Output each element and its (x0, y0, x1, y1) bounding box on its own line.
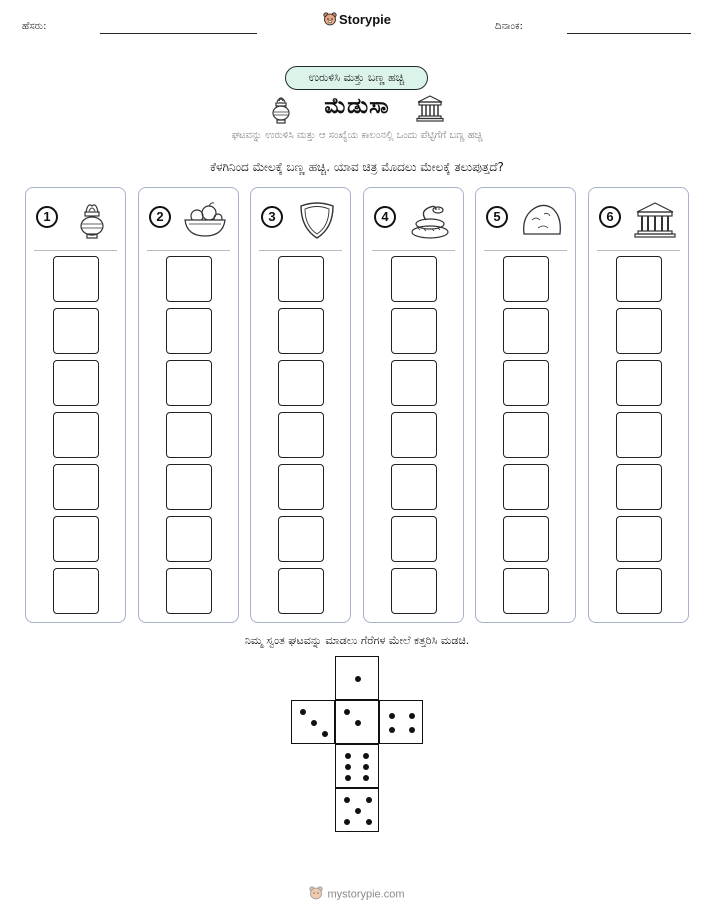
column-divider (147, 250, 230, 251)
dice-pip (322, 731, 328, 737)
fruit-bowl-icon (181, 200, 229, 240)
date-label: ದಿನಾಂಕ: (495, 21, 523, 32)
bear-logo-icon (309, 886, 323, 903)
dice-face-3 (291, 700, 335, 744)
dice-pip (409, 713, 415, 719)
column-number: 1 (36, 206, 58, 228)
color-box[interactable] (391, 256, 437, 302)
color-box[interactable] (166, 360, 212, 406)
dice-pip (366, 819, 372, 825)
brand-logo (0, 12, 714, 29)
color-box[interactable] (53, 464, 99, 510)
footer (0, 886, 714, 903)
color-box[interactable] (53, 568, 99, 614)
color-box[interactable] (166, 516, 212, 562)
color-box[interactable] (166, 412, 212, 458)
color-box[interactable] (503, 360, 549, 406)
color-box[interactable] (278, 516, 324, 562)
column-number: 3 (261, 206, 283, 228)
dice-pip (300, 709, 306, 715)
dice-face-1 (335, 656, 379, 700)
subtitle: ಘಟವನ್ನು ಉರುಳಿಸಿ ಮತ್ತು ಆ ಸಂಖ್ಯೆಯ ಕಾಲಂನಲ್ಲಿ ಒಂದು ಪೆಟ್ಟಿಗೆಗೆ ಬಣ್ಣ ಹಚ್ಚಿ (231, 130, 483, 141)
color-box[interactable] (503, 412, 549, 458)
color-box[interactable] (278, 308, 324, 354)
column-5 (475, 187, 576, 623)
shield-icon (293, 200, 341, 240)
question-text: ಕೆಳಗಿನಿಂದ ಮೇಲಕ್ಕೆ ಬಣ್ಣ ಹಚ್ಚಿ. ಯಾವ ಚಿತ್ರ ಮೊದಲು ಮೇಲಕ್ಕೆ ತಲುಪುತ್ತದೆ? (210, 160, 504, 174)
column-divider (597, 250, 680, 251)
color-box[interactable] (278, 412, 324, 458)
dice-pip (389, 713, 395, 719)
column-4 (363, 187, 464, 623)
color-box[interactable] (278, 256, 324, 302)
bear-logo-icon (323, 12, 337, 29)
dice-pip (345, 753, 351, 759)
column-number: 2 (149, 206, 171, 228)
color-box[interactable] (616, 464, 662, 510)
footer-url[interactable]: mystorypie.com (327, 888, 405, 901)
dice-pip (344, 709, 350, 715)
dice-pip (363, 775, 369, 781)
column-divider (259, 250, 342, 251)
column-6 (588, 187, 689, 623)
dice-face-4 (379, 700, 423, 744)
color-box[interactable] (616, 412, 662, 458)
column-divider (372, 250, 455, 251)
column-divider (34, 250, 117, 251)
dice-pip (344, 797, 350, 803)
dice-pip (344, 819, 350, 825)
dice-pip (366, 797, 372, 803)
name-label: ಹೆಸರು: (22, 21, 47, 32)
dice-pip (345, 764, 351, 770)
color-box[interactable] (166, 464, 212, 510)
column-3 (250, 187, 351, 623)
color-box[interactable] (616, 360, 662, 406)
dice-pip (355, 720, 361, 726)
color-box[interactable] (616, 256, 662, 302)
color-box[interactable] (616, 308, 662, 354)
dice-pip (311, 720, 317, 726)
temple-icon (416, 94, 444, 122)
dice-face-2 (335, 700, 379, 744)
column-number: 6 (599, 206, 621, 228)
column-number: 4 (374, 206, 396, 228)
color-box[interactable] (53, 516, 99, 562)
color-box[interactable] (278, 360, 324, 406)
dice-pip (363, 764, 369, 770)
rock-icon (518, 200, 566, 240)
dice-pip (355, 676, 361, 682)
color-box[interactable] (166, 308, 212, 354)
urn-icon (68, 200, 116, 240)
color-box[interactable] (503, 464, 549, 510)
dice-pip (409, 727, 415, 733)
name-line[interactable] (100, 33, 257, 34)
color-box[interactable] (391, 308, 437, 354)
color-box[interactable] (616, 516, 662, 562)
color-box[interactable] (503, 256, 549, 302)
color-box[interactable] (391, 360, 437, 406)
color-box[interactable] (391, 516, 437, 562)
column-1 (25, 187, 126, 623)
cut-fold-instruction: ನಿಮ್ಮ ಸ್ವಂತ ಘಟವನ್ನು ಮಾಡಲು ಗೆರೆಗಳ ಮೇಲೆ ಕತ್ತರಿಸಿ ಮಡಚಿ. (244, 634, 470, 647)
dice-pip (355, 808, 361, 814)
color-box[interactable] (391, 568, 437, 614)
color-box[interactable] (503, 568, 549, 614)
color-box[interactable] (503, 308, 549, 354)
snake-icon (406, 200, 454, 240)
color-box[interactable] (391, 412, 437, 458)
column-2 (138, 187, 239, 623)
color-box[interactable] (391, 464, 437, 510)
activity-badge: ಉರುಳಿಸಿ ಮತ್ತು ಬಣ್ಣ ಹಚ್ಚಿ (285, 66, 428, 90)
color-box[interactable] (616, 568, 662, 614)
color-box[interactable] (53, 308, 99, 354)
temple-icon (631, 200, 679, 240)
dice-face-6 (335, 744, 379, 788)
color-box[interactable] (166, 256, 212, 302)
color-box[interactable] (503, 516, 549, 562)
color-box[interactable] (166, 568, 212, 614)
dice-pip (345, 775, 351, 781)
dice-pip (389, 727, 395, 733)
dice-face-5 (335, 788, 379, 832)
column-number: 5 (486, 206, 508, 228)
dice-net[interactable] (290, 656, 424, 834)
color-box[interactable] (53, 412, 99, 458)
color-box[interactable] (278, 568, 324, 614)
date-line[interactable] (567, 33, 691, 34)
page-title: ಮೆಡುಸಾ (324, 94, 390, 119)
color-box[interactable] (53, 256, 99, 302)
color-box[interactable] (53, 360, 99, 406)
dice-pip (363, 753, 369, 759)
color-box[interactable] (278, 464, 324, 510)
brand-name: Storypie (338, 12, 391, 27)
column-divider (484, 250, 567, 251)
